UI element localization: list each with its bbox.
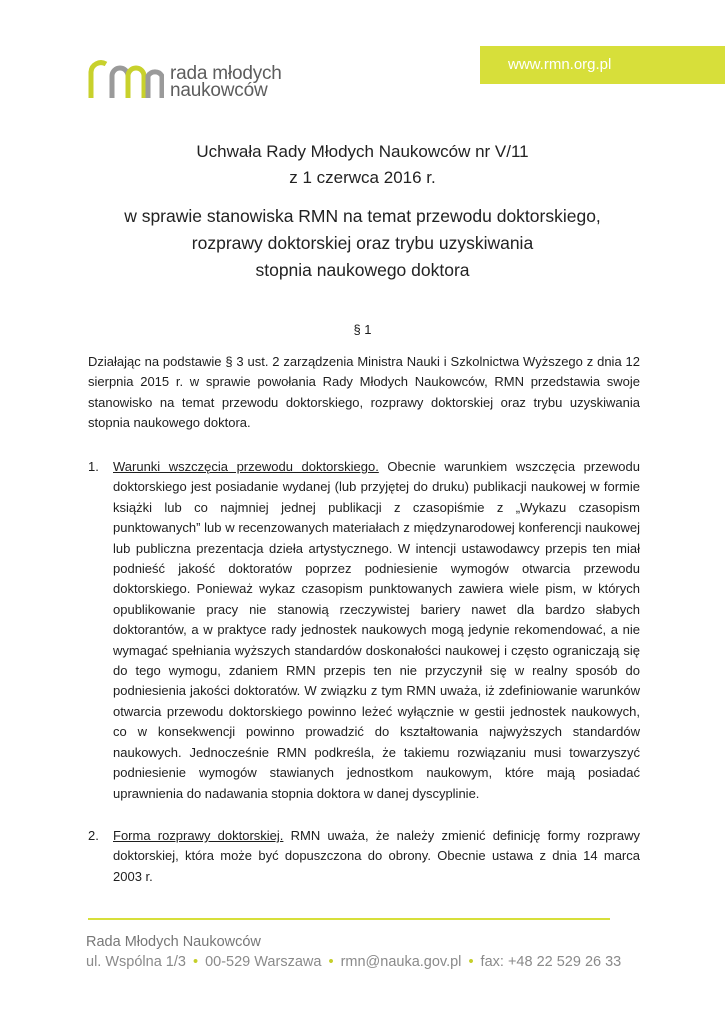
footer-fax: fax: +48 22 529 26 33 bbox=[480, 954, 622, 970]
logo-wordmark bbox=[170, 65, 350, 99]
subject-line-3: stopnia naukowego doktora bbox=[255, 260, 470, 280]
list-item bbox=[88, 826, 640, 887]
footer-organization: Rada Młodych Naukowców bbox=[86, 934, 261, 950]
resolution-subject bbox=[60, 203, 665, 284]
bullet-icon: • bbox=[468, 954, 474, 970]
item-number: 2. bbox=[88, 828, 99, 843]
website-banner[interactable] bbox=[480, 46, 725, 84]
subject-line-1: w sprawie stanowiska RMN na temat przewodu doktorskiego, bbox=[124, 206, 601, 226]
item-heading: Warunki wszczęcia przewodu doktorskiego. bbox=[113, 459, 379, 474]
item-body bbox=[113, 826, 640, 887]
item-text: Obecnie warunkiem wszczęcia przewodu doktorskiego jest posiadanie wydanej (lub przyjętej do druku) publikacji naukowej w formie książki lub co najmniej jednej publikacji z czasopiśmie z „Wykazu czasopism punktowanych” lub w recenzowanych materiałach z międzynarodowej konferencji naukowej lub publiczna prezentacja dzieła artystycznego. W intencji ustawodawcy przepis ten miał podnieść jakość doktoratów poprzez podniesienie wymogów otwarcia przewodu doktorskiego. Ponieważ wykaz czasopism punktowanych zawiera wiele pism, w których opublikowanie pracy nie stanowią rzeczywistej bariery nawet dla bardzo słabych doktorantów, a w praktyce rady jednostek naukowych mogą jedynie rekomendować, a nie wymagać spełniania wyższych standardów doskonałości naukowej i często ograniczają się do tego wymogu, zdaniem RMN przepis ten nie przyczynił się w realny sposób do podniesienia jakości doktoratów. W związku z tym RMN uważa, iż zdefiniowanie warunków otwarcia przewodu doktorskiego powinno leżeć wyłącznie w gestii jednostek naukowych, co w konsekwencji powinno prowadzić do kształtowania najwyższych standardów naukowych. Jednocześnie RMN podkreśla, że takiemu rozwiązaniu musi towarzyszyć podniesienie wymogów stawianych jednostkom naukowym, które mają posiadać uprawnienia do nadawania stopnia doktora w danej dyscyplinie. bbox=[113, 459, 640, 801]
bullet-icon: • bbox=[328, 954, 334, 970]
website-link[interactable]: www.rmn.org.pl bbox=[508, 56, 612, 73]
list-item bbox=[88, 457, 640, 804]
footer-divider bbox=[88, 918, 610, 920]
item-text: RMN uważa, że należy zmienić definicję formy rozprawy doktorskiej, która może być dopuszczona do obrony. Obecnie ustawa z dnia 14 marca 2003 r. bbox=[113, 828, 640, 884]
item-body bbox=[113, 457, 640, 804]
resolution-title bbox=[60, 139, 665, 191]
title-line-1: Uchwała Rady Młodych Naukowców nr V/11 bbox=[196, 142, 529, 161]
bullet-icon: • bbox=[192, 954, 199, 970]
footer-address: ul. Wspólna 1/3 bbox=[86, 954, 186, 970]
item-heading: Forma rozprawy doktorskiej. bbox=[113, 828, 284, 843]
footer-email[interactable]: rmn@nauka.gov.pl bbox=[340, 954, 462, 970]
logo-line-2: naukowców bbox=[170, 80, 268, 101]
title-date: z 1 czerwca 2016 r. bbox=[289, 168, 436, 187]
section-heading: § 1 bbox=[353, 322, 372, 337]
item-number: 1. bbox=[88, 459, 99, 474]
footer-postal: 00-529 Warszawa bbox=[205, 954, 322, 970]
rmn-logo-icon bbox=[86, 58, 164, 98]
logo-line-1: rada młodych bbox=[170, 63, 282, 84]
intro-paragraph: Działając na podstawie § 3 ust. 2 zarządzenia Ministra Nauki i Szkolnictwa Wyższego z dnia 12 sierpnia 2015 r. w sprawie powołania Rady Młodych Naukowców, RMN przedstawia swoje stanowisko na temat przewodu doktorskiego, rozprawy doktorskiej oraz trybu uzyskiwania stopnia naukowego doktora. bbox=[88, 354, 640, 431]
subject-line-2: rozprawy doktorskiej oraz trybu uzyskiwania bbox=[191, 233, 534, 253]
footer-contact bbox=[86, 954, 621, 970]
